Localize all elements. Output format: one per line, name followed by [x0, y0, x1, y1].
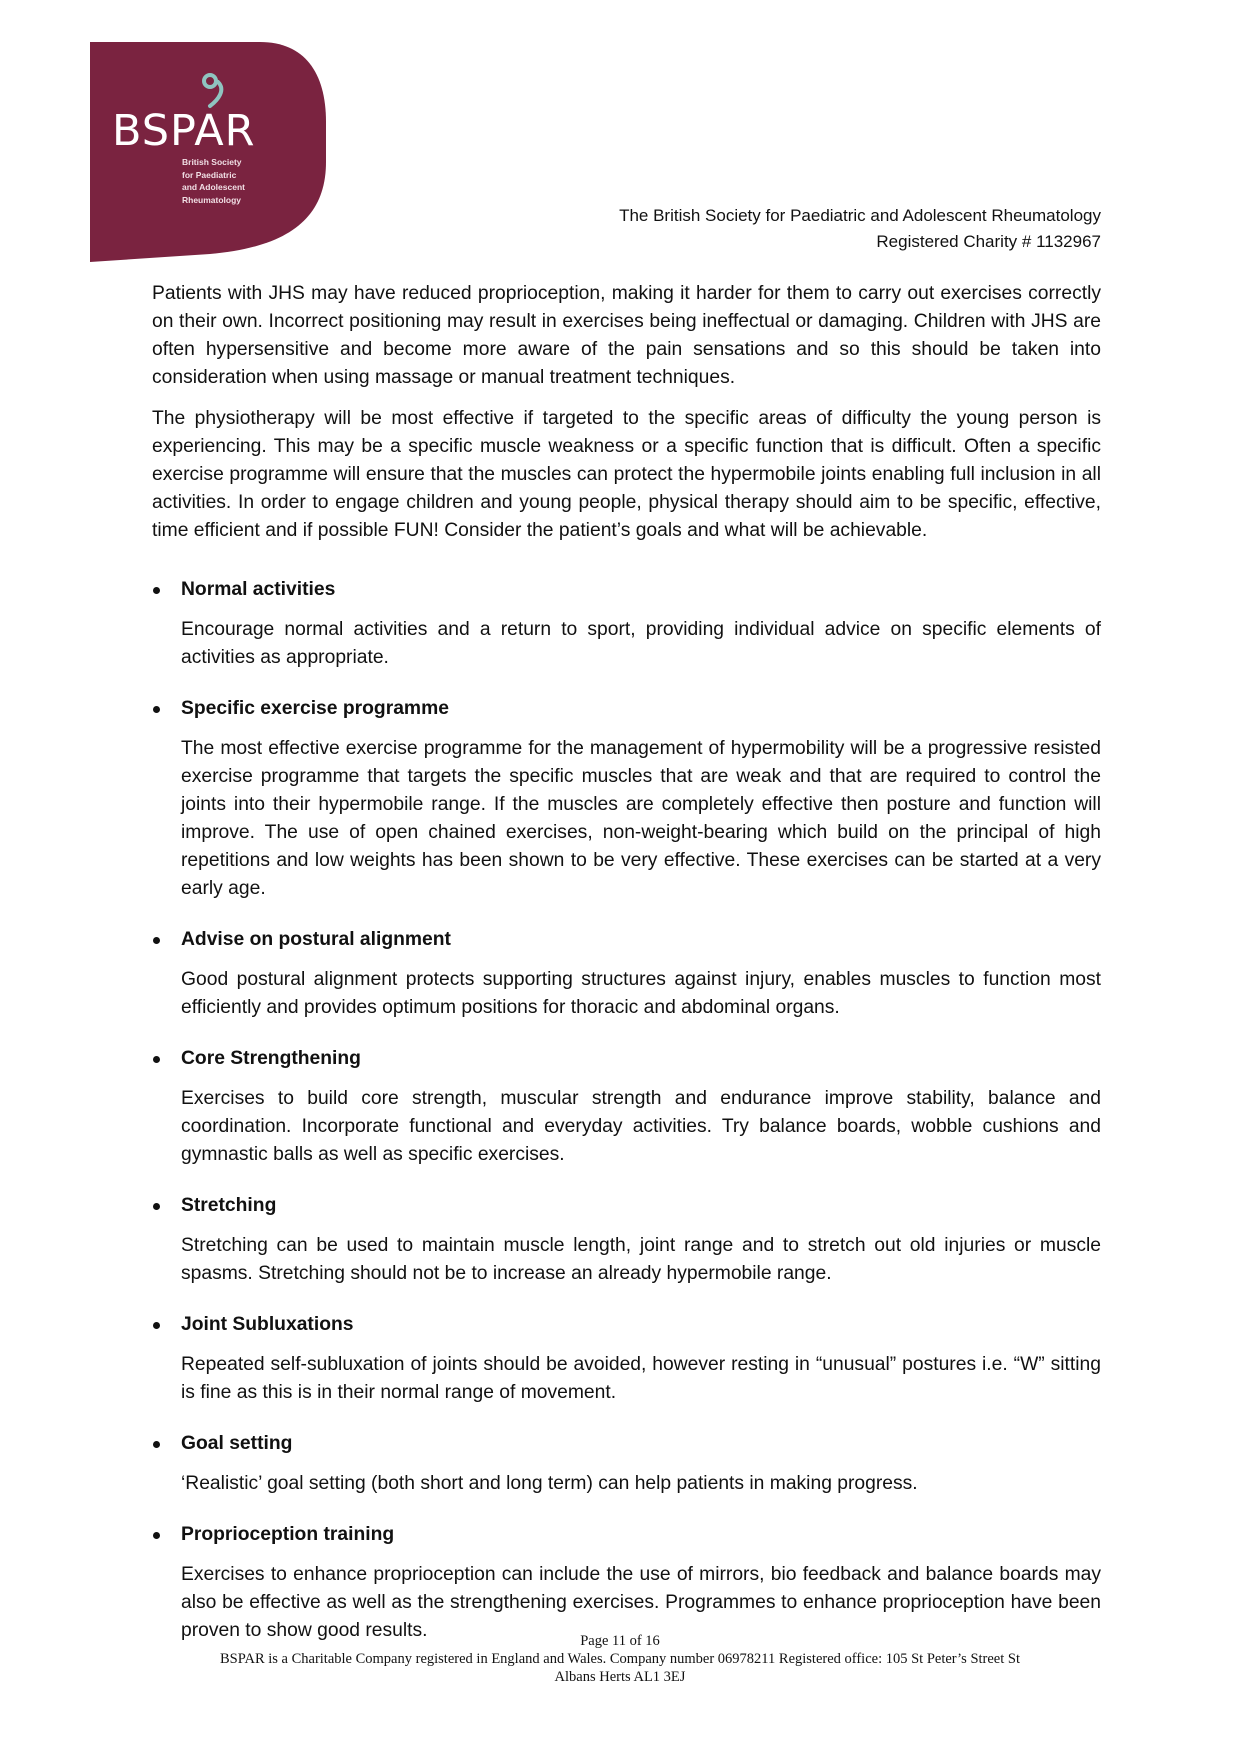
section-heading: Joint Subluxations: [181, 1314, 354, 1335]
section-heading: Stretching: [181, 1195, 277, 1216]
section-text: Encourage normal activities and a return to sport, providing individual advice on specific elements of activities as appropriate.: [181, 619, 1101, 668]
section-text: Exercises to build core strength, muscular strength and endurance improve stability, balance and coordination. Incorporate functional and everyday activities. Try balance boards, wobble cushions and gymnastic balls as well as specific exercises.: [181, 1088, 1101, 1165]
section-text: The most effective exercise programme for the management of hypermobility will be a progressive resisted exercise programme that targets the specific muscles that are weak and that are required to control the joints into their hypermobile range. If the muscles are completely effective then posture and function will improve. The use of open chained exercises, non-weight-bearing which build on the principal of high repetitions and low weights has been shown to be very effective. These exercises can be started at a very early age.: [181, 738, 1101, 899]
section-text: Repeated self-subluxation of joints should be avoided, however resting in “unusual” postures i.e. “W” sitting is fine as this is in their normal range of movement.: [181, 1354, 1101, 1403]
section-text: ‘Realistic’ goal setting (both short and long term) can help patients in making progress.: [181, 1473, 918, 1494]
section-core-strengthening: [152, 1045, 1101, 1169]
section-text: Exercises to enhance proprioception can include the use of mirrors, bio feedback and balance boards may also be effective as well as the strengthening exercises. Programmes to enhance proprioception have been proven to show good results.: [181, 1564, 1101, 1641]
section-text: Good postural alignment protects supporting structures against injury, enables muscles to function most efficiently and provides optimum positions for thoracic and abdominal organs.: [181, 969, 1101, 1018]
section-joint-subluxations: [152, 1311, 1101, 1407]
section-normal-activities: [152, 576, 1101, 672]
bullet-icon: [153, 937, 160, 944]
page-header: [619, 203, 1101, 255]
section-heading: Advise on postural alignment: [181, 929, 451, 950]
bspar-logo: [90, 42, 326, 262]
bullet-icon: [153, 1203, 160, 1210]
footer-address: Albans Herts AL1 3EJ: [554, 1669, 686, 1685]
section-heading: Goal setting: [181, 1433, 293, 1454]
section-stretching: [152, 1192, 1101, 1288]
footer-company-info: BSPAR is a Charitable Company registered in England and Wales. Company number 06978211 Registered office: 105 St Peter’s Street St: [220, 1651, 1020, 1667]
section-specific-exercise-programme: [152, 695, 1101, 903]
section-heading: Proprioception training: [181, 1524, 395, 1545]
charity-number: Registered Charity # 1132967: [876, 232, 1101, 251]
bullet-icon: [153, 1532, 160, 1539]
bullet-icon: [153, 706, 160, 713]
org-name: The British Society for Paediatric and Adolescent Rheumatology: [619, 206, 1101, 225]
section-heading: Core Strengthening: [181, 1048, 361, 1069]
bullet-icon: [153, 1056, 160, 1063]
page-number: Page 11 of 16: [580, 1633, 660, 1649]
bullet-icon: [153, 1322, 160, 1329]
logo-subtitle: British Society for Paediatric and Adolescent Rheumatology: [182, 157, 245, 205]
page-footer: [130, 1632, 1110, 1686]
intro-paragraph: The physiotherapy will be most effective if targeted to the specific areas of difficulty the young person is experiencing. This may be a specific muscle weakness or a specific function that is difficult. Often a specific exercise programme will ensure that the muscles can protect the hypermobile joints enabling full inclusion in all activities. In order to engage children and young people, physical therapy should aim to be specific, effective, time efficient and if possible FUN! Consider the patient’s goals and what will be achievable.: [152, 408, 1101, 541]
section-text: Stretching can be used to maintain muscle length, joint range and to stretch out old injuries or muscle spasms. Stretching should not be to increase an already hypermobile range.: [181, 1235, 1101, 1284]
section-proprioception-training: [152, 1521, 1101, 1645]
document-body: [152, 280, 1101, 1645]
section-goal-setting: [152, 1430, 1101, 1498]
section-postural-alignment: [152, 926, 1101, 1022]
intro-paragraph: Patients with JHS may have reduced proprioception, making it harder for them to carry out exercises correctly on their own. Incorrect positioning may result in exercises being ineffectual or damaging. Children with JHS are often hypersensitive and become more aware of the pain sensations and so this should be taken into consideration when using massage or manual treatment techniques.: [152, 283, 1101, 388]
section-heading: Specific exercise programme: [181, 698, 449, 719]
bullet-icon: [153, 587, 160, 594]
section-heading: Normal activities: [181, 579, 336, 600]
bullet-icon: [153, 1441, 160, 1448]
logo-wordmark: BSPAR: [112, 106, 256, 156]
